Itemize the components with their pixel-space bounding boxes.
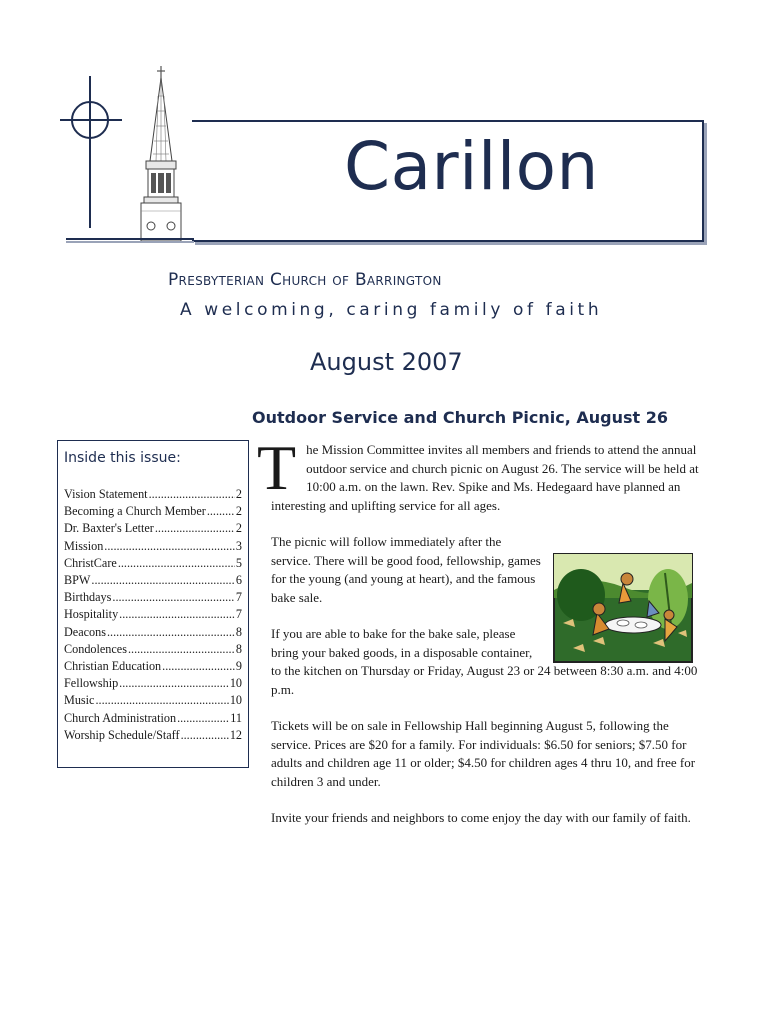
drop-cap: T: [257, 432, 297, 503]
toc-item[interactable]: [64, 538, 242, 555]
toc-leader: [177, 710, 229, 727]
toc-item-page: 7: [235, 607, 242, 622]
toc-item-page: 8: [235, 624, 242, 639]
article-paragraph: Tickets will be on sale in Fellowship Hall beginning August 5, following the service. Prices are $20 for a family. For individuals: $6.50 for seniors; $7.50 for adults and children age 11 or older; $4.50 for children ages 4 thru 10, and free for children 3 and under.: [271, 718, 696, 789]
toc-item[interactable]: [64, 520, 242, 537]
article-paragraph: The picnic will follow immediately after the service. There will be good food, fellowship, games for the young (and young at heart), and the famous bake sale.: [271, 534, 541, 605]
toc-item[interactable]: [64, 675, 242, 692]
toc-leader: [162, 658, 235, 675]
toc-item-label: Church Administration: [64, 710, 177, 725]
toc-item[interactable]: [64, 589, 242, 606]
toc-item[interactable]: [64, 692, 242, 709]
toc-item-label: Music: [64, 693, 95, 708]
toc-item-page: 10: [229, 693, 242, 708]
toc-item-label: Deacons: [64, 624, 106, 639]
tagline: A welcoming, caring family of faith: [180, 300, 603, 320]
church-name: Presbyterian Church of Barrington: [168, 270, 442, 290]
toc-leader: [155, 520, 235, 537]
table-of-contents: [57, 440, 249, 768]
toc-item[interactable]: [64, 486, 242, 503]
toc-item-page: 10: [229, 676, 242, 691]
toc-leader: [149, 486, 235, 503]
article-paragraph: Invite your friends and neighbors to come enjoy the day with our family of faith.: [271, 810, 691, 825]
toc-leader: [119, 606, 235, 623]
toc-item-label: Fellowship: [64, 676, 119, 691]
toc-item[interactable]: [64, 624, 242, 641]
toc-leader: [181, 727, 229, 744]
toc-item-page: 2: [235, 504, 242, 519]
toc-item-page: 7: [235, 590, 242, 605]
masthead-rule: [66, 238, 194, 240]
toc-leader: [112, 589, 235, 606]
toc-item-label: Christian Education: [64, 659, 162, 674]
toc-leader: [128, 641, 235, 658]
toc-item-page: 6: [235, 573, 242, 588]
cross-icon: [60, 68, 130, 228]
toc-item[interactable]: [64, 572, 242, 589]
toc-item[interactable]: [64, 727, 242, 744]
toc-item-page: 2: [235, 521, 242, 536]
article-paragraph: [257, 432, 711, 515]
toc-list: [64, 486, 242, 744]
toc-leader: [118, 555, 235, 572]
church-steeple-icon: [126, 66, 196, 241]
toc-heading: Inside this issue:: [64, 450, 181, 466]
article-paragraph-text: If you are able to bake for the bake sale, please bring your baked goods, in a disposable container,: [271, 626, 533, 660]
toc-item-label: Mission: [64, 538, 104, 553]
toc-item-label: Becoming a Church Member: [64, 504, 206, 519]
article-paragraph-text: to the kitchen on Thursday or Friday, August 23 or 24 between 8:30 a.m. and 4:00 p.m.: [271, 663, 698, 697]
toc-item[interactable]: [64, 658, 242, 675]
toc-leader: [207, 503, 235, 520]
toc-item-label: Worship Schedule/Staff: [64, 727, 180, 742]
toc-leader: [91, 572, 234, 589]
newsletter-title: Carillon: [344, 128, 599, 205]
article-headline: Outdoor Service and Church Picnic, August 26: [252, 408, 669, 427]
picnic-clipart: [553, 553, 693, 663]
toc-item-page: 5: [235, 555, 242, 570]
toc-item[interactable]: [64, 641, 242, 658]
toc-leader: [95, 692, 228, 709]
toc-leader: [104, 538, 235, 555]
toc-item-page: 2: [235, 487, 242, 501]
toc-item-page: 3: [235, 538, 242, 553]
toc-item-page: 9: [235, 659, 242, 674]
toc-item-label: Vision Statement: [64, 487, 148, 501]
issue-date: August 2007: [310, 348, 463, 376]
toc-item-label: Condolences: [64, 641, 127, 656]
toc-item-label: ChristCare: [64, 555, 117, 570]
toc-item-page: 12: [229, 727, 242, 742]
article-paragraph-text: he Mission Committee invites all members and friends to attend the annual outdoor service and church picnic on August 26. The service will be held at 10:00 a.m. on the lawn. Rev. Spike and Ms. Hedegaard have planned an interesting and uplifting service for all ages.: [271, 442, 699, 513]
toc-item-label: Dr. Baxter's Letter: [64, 521, 154, 536]
toc-item[interactable]: [64, 710, 242, 727]
toc-item[interactable]: [64, 503, 242, 520]
toc-item-label: BPW: [64, 573, 91, 588]
toc-item-page: 8: [235, 641, 242, 656]
toc-leader: [119, 675, 229, 692]
toc-item-label: Hospitality: [64, 607, 119, 622]
toc-item-page: 11: [230, 710, 242, 725]
toc-leader: [107, 624, 235, 641]
toc-item-label: Birthdays: [64, 590, 112, 605]
toc-item[interactable]: [64, 555, 242, 572]
toc-item[interactable]: [64, 606, 242, 623]
